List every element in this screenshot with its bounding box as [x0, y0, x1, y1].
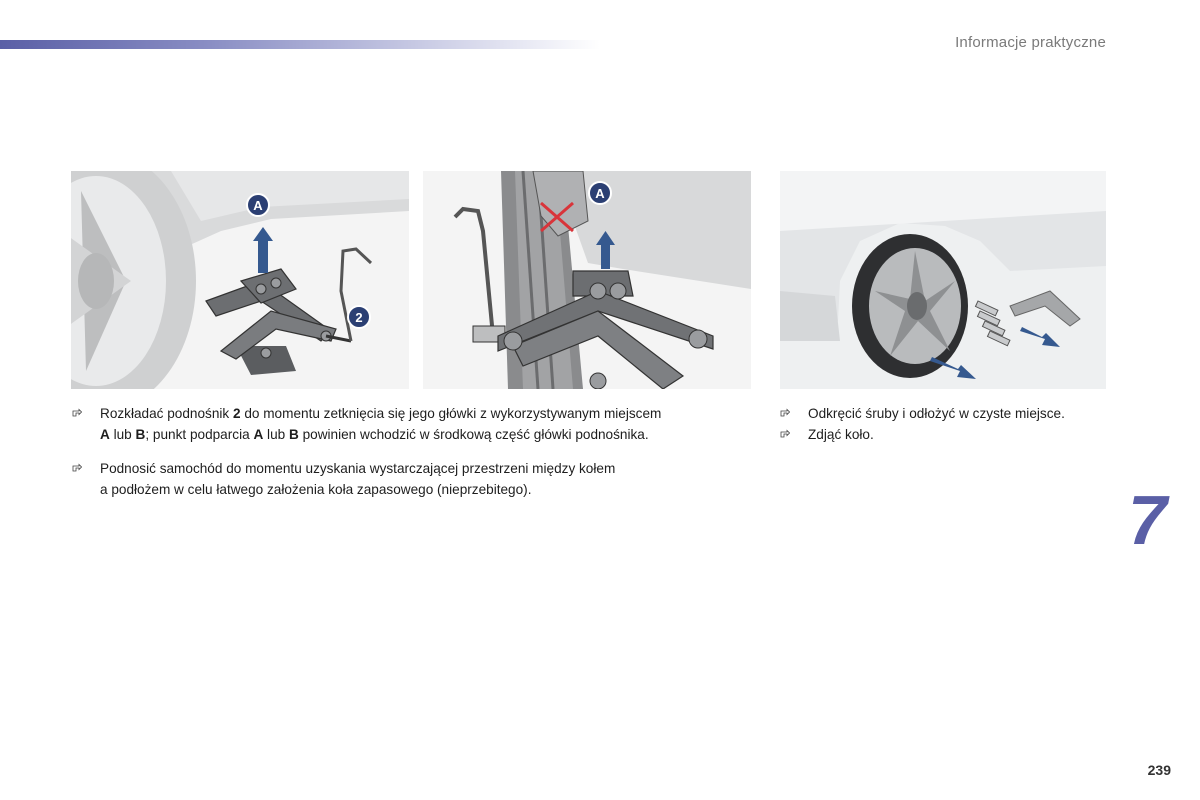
chapter-number: 7 — [1128, 481, 1167, 559]
step2-line1: Podnosić samochód do momentu uzyskania wystarczającej przestrzeni między kołem — [100, 461, 616, 476]
point-a-label: A — [253, 198, 263, 213]
step2-line2: a podłożem w celu łatwego założenia koła zapasowego (nieprzebitego). — [100, 482, 532, 497]
step1-point-b: B — [135, 427, 146, 442]
step1-point-b2: B — [288, 427, 299, 442]
step1-text-f: powinien wchodzić w środkową część główki podnośnika. — [298, 427, 649, 442]
pointing-hand-icon — [780, 408, 790, 418]
instruction-step-2 — [72, 458, 752, 500]
pointing-hand-icon — [72, 408, 82, 418]
header-gradient-bar — [0, 40, 600, 49]
figure-wheel-removal — [780, 171, 1106, 389]
pointing-hand-icon — [780, 429, 790, 439]
step1-text-d: ; punkt podparcia — [145, 427, 254, 442]
jack-number-label: 2 — [355, 310, 363, 325]
figure-jack-head-detail — [423, 171, 751, 389]
step1-text-e: lub — [263, 427, 289, 442]
step3-text: Odkręcić śruby i odłożyć w czyste miejsce. — [808, 406, 1065, 421]
figure-jack-placement — [71, 171, 409, 389]
instruction-step-3 — [780, 403, 1140, 424]
instruction-step-1 — [72, 403, 752, 445]
step1-point-a2: A — [253, 427, 264, 442]
step1-text-b: do momentu zetknięcia się jego główki z wykorzystywanym miejscem — [240, 406, 662, 421]
step1-point-a: A — [100, 427, 110, 442]
pointing-hand-icon — [72, 463, 82, 473]
step1-text-a: Rozkładać podnośnik — [100, 406, 233, 421]
instruction-step-4 — [780, 424, 1140, 445]
step1-jack-number: 2 — [233, 406, 241, 421]
point-a-label-2: A — [595, 186, 605, 201]
step1-text-c: lub — [109, 427, 136, 442]
step4-text: Zdjąć koło. — [808, 427, 874, 442]
page-number: 239 — [1147, 762, 1171, 778]
section-title: Informacje praktyczne — [955, 34, 1106, 51]
lift-arrow-shaft — [258, 239, 268, 273]
